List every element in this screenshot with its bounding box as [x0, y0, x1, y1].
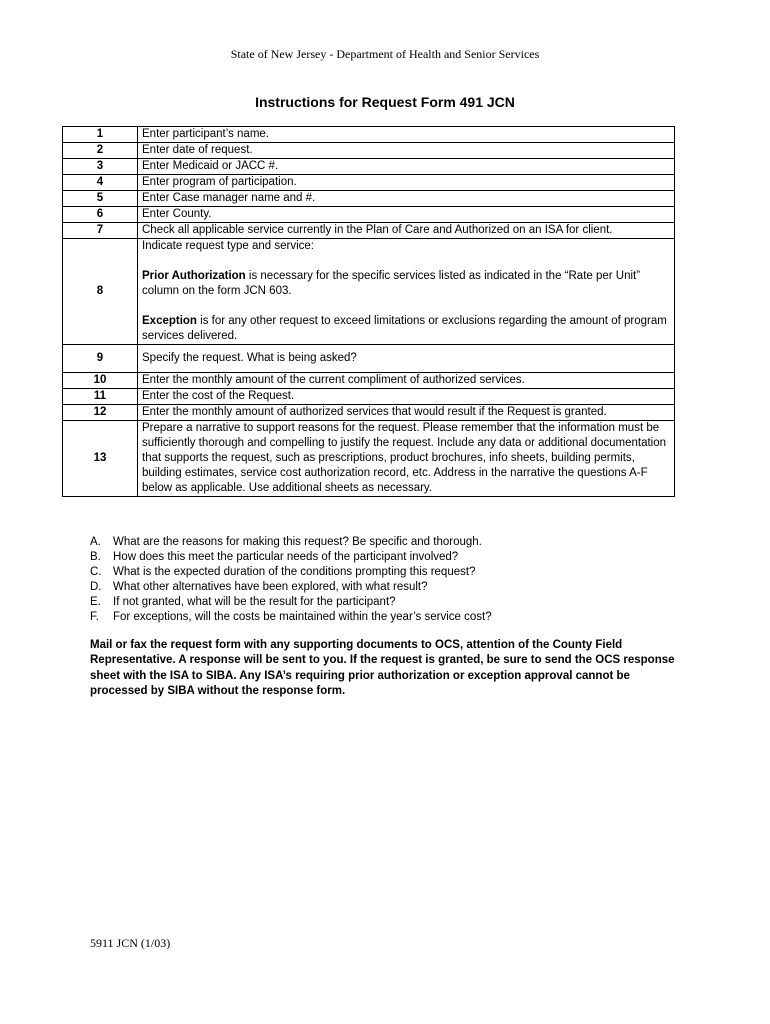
- step-number: 9: [63, 345, 138, 373]
- table-row: [63, 421, 675, 497]
- table-row: [63, 143, 675, 159]
- step-text: Enter Medicaid or JACC #.: [138, 159, 675, 175]
- step-number: 11: [63, 389, 138, 405]
- step-text: Check all applicable service currently in the Plan of Care and Authorized on an ISA for client.: [138, 223, 675, 239]
- question-text: How does this meet the particular needs of the participant involved?: [113, 551, 459, 563]
- table-row: [63, 223, 675, 239]
- step-text: Enter County.: [138, 207, 675, 223]
- exception-text: is for any other request to exceed limitations or exclusions regarding the amount of program services delivered.: [142, 315, 667, 342]
- question-text: For exceptions, will the costs be maintained within the year’s service cost?: [113, 611, 492, 623]
- list-item: [90, 550, 492, 565]
- step-text: Enter date of request.: [138, 143, 675, 159]
- page-header: State of New Jersey - Department of Health and Senior Services: [230, 47, 540, 61]
- step-number: 3: [63, 159, 138, 175]
- table-row: [63, 175, 675, 191]
- step-text: Enter Case manager name and #.: [138, 191, 675, 207]
- step-number: 12: [63, 405, 138, 421]
- question-letter: C.: [90, 566, 102, 578]
- step-number: 8: [63, 239, 138, 345]
- prior-authorization-text: is necessary for the specific services listed as indicated in the “Rate per Unit” column on the form JCN 603.: [142, 270, 641, 297]
- form-number-footer: 5911 JCN (1/03): [90, 936, 171, 950]
- table-row: [63, 389, 675, 405]
- step-text: Specify the request. What is being asked?: [138, 345, 675, 373]
- step-text: [138, 239, 675, 345]
- table-row: [63, 405, 675, 421]
- table-row: [63, 239, 675, 345]
- question-text: What are the reasons for making this request? Be specific and thorough.: [113, 536, 482, 548]
- list-item: [90, 595, 492, 610]
- step-text: Enter participant’s name.: [138, 127, 675, 143]
- question-letter: B.: [90, 551, 101, 563]
- question-letter: D.: [90, 581, 102, 593]
- list-item: [90, 565, 492, 580]
- step-number: 5: [63, 191, 138, 207]
- step-number: 6: [63, 207, 138, 223]
- question-letter: F.: [90, 611, 99, 623]
- step-number: 2: [63, 143, 138, 159]
- step-text: Enter the monthly amount of authorized services that would result if the Request is granted.: [138, 405, 675, 421]
- step-number: 10: [63, 373, 138, 389]
- instructions-table: [62, 126, 675, 497]
- list-item: [90, 580, 492, 595]
- step-number: 7: [63, 223, 138, 239]
- step-number: 4: [63, 175, 138, 191]
- question-text: What other alternatives have been explored, with what result?: [113, 581, 428, 593]
- table-row: [63, 345, 675, 373]
- request-type-intro: Indicate request type and service:: [142, 240, 314, 252]
- step-text: Enter the cost of the Request.: [138, 389, 675, 405]
- table-row: [63, 373, 675, 389]
- list-item: [90, 535, 492, 550]
- step-text: Enter program of participation.: [138, 175, 675, 191]
- question-text: What is the expected duration of the conditions prompting this request?: [113, 566, 476, 578]
- page-title: Instructions for Request Form 491 JCN: [255, 94, 515, 110]
- table-row: [63, 127, 675, 143]
- prior-authorization-paragraph: [142, 269, 670, 299]
- step-text: Prepare a narrative to support reasons for the request. Please remember that the information must be sufficiently thorough and compelling to justify the request. Include any data or additional documentation that supports the request, such as prescriptions, product brochures, info sheets, building permits, building estimates, service cost authorization record, etc. Address in the narrative the questions A-F below as applicable. Use additional sheets as necessary.: [138, 421, 675, 497]
- question-list: [90, 535, 492, 625]
- exception-label: Exception: [142, 315, 197, 327]
- question-letter: E.: [90, 596, 101, 608]
- table-row: [63, 159, 675, 175]
- question-letter: A.: [90, 536, 101, 548]
- table-row: [63, 191, 675, 207]
- step-number: 13: [63, 421, 138, 497]
- step-text: Enter the monthly amount of the current compliment of authorized services.: [138, 373, 675, 389]
- table-row: [63, 207, 675, 223]
- closing-instructions: Mail or fax the request form with any supporting documents to OCS, attention of the County Field Representative. A response will be sent to you. If the request is granted, be sure to send the OCS response sheet with the ISA to SIBA. Any ISA’s requiring prior authorization or exception approval cannot be processed by SIBA without the response form.: [90, 639, 675, 697]
- exception-paragraph: [142, 314, 670, 344]
- step-number: 1: [63, 127, 138, 143]
- prior-authorization-label: Prior Authorization: [142, 270, 246, 282]
- list-item: [90, 610, 492, 625]
- question-text: If not granted, what will be the result for the participant?: [113, 596, 396, 608]
